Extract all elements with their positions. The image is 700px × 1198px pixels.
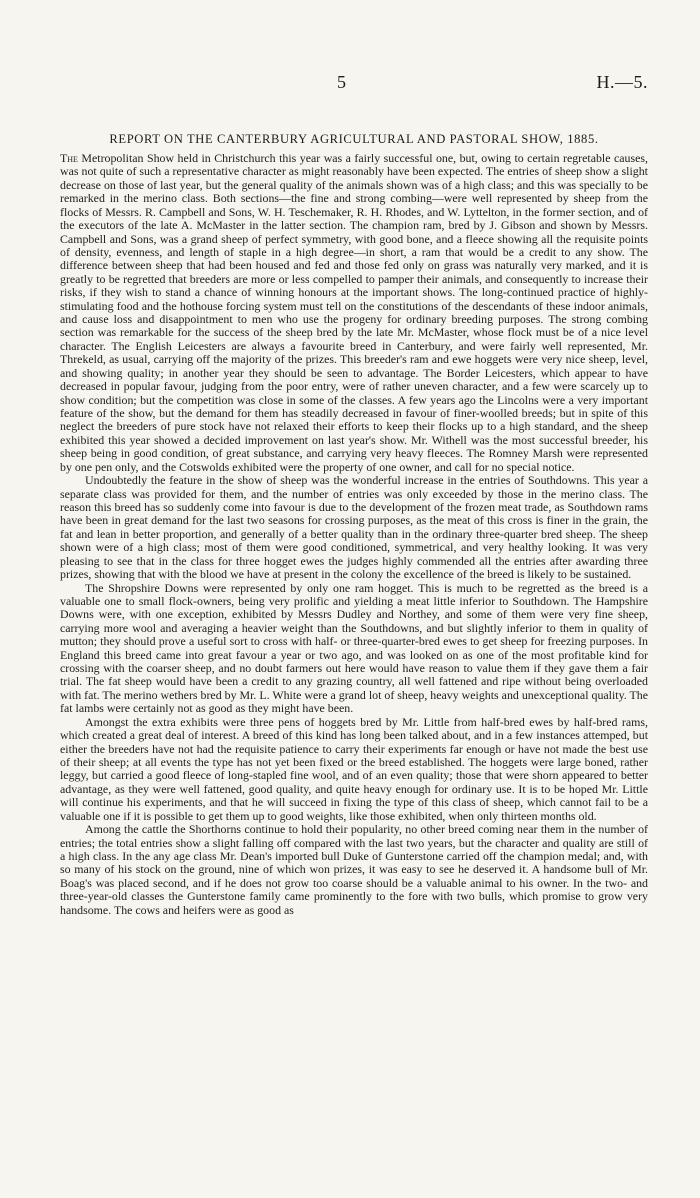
- series-reference: H.—5.: [596, 72, 648, 92]
- paragraph: The Shropshire Downs were represented by only one ram hogget. This is much to be regretted as the breed is a valuable one to small flock-owners, being very prolific and yielding a meat little inferior to Southdown. The Hampshire Downs were, with one exception, exhibited by Messrs Dudley and Northey, and some of them were very fine sheep, carrying more wool and averaging a heavier weight than the Southdowns, and but slightly inferior to them in quality of mutton; they should prove a useful sort to cross with half- or three-quarter-bred ewes to get sheep for freezing purposes. In England this breed came into great favour a year or two ago, and was looked on as one of the most profitable kind for crossing with the coarser sheep, and no doubt farmers out here would have reason to value them if they gave them a fair trial. The fat sheep would have been a credit to any grazing country, all well fattened and ripe without being overloaded with fat. The merino wethers bred by Mr. L. White were a grand lot of sheep, heavy weights and unexceptional quality. The fat lambs were certainly not as good as they might have been.: [60, 580, 648, 716]
- paragraph: [60, 152, 648, 474]
- report-body: [60, 152, 648, 917]
- paragraph-lead-word: The: [60, 151, 78, 165]
- page-header: [0, 72, 700, 96]
- paragraph: Undoubtedly the feature in the show of sheep was the wonderful increase in the entries of Southdowns. This year a separate class was provided for them, and the number of entries was only exceeded by those in the merino class. The reason this breed has so suddenly come into favour is due to the development of the frozen meat trade, as Southdown rams have been in great demand for the last two seasons for crossing purposes, as the meat of this cross is finer in the grain, the fat and lean in better proportion, and generally of a better quality than in the ordinary three-quarter bred sheep. The sheep shown were of a high class; most of them were good conditioned, symmetrical, and very healthy looking. It was very pleasing to see that in the class for three hogget ewes the judges highly commended all the entries after awarding three prizes, showing that with the blood we have at present in the colony the excellence of the breed is likely to be sustained.: [60, 473, 648, 582]
- paragraph: Amongst the extra exhibits were three pens of hoggets bred by Mr. Little from half-bred ewes by half-bred rams, which created a great deal of interest. A breed of this kind has long been talked about, and in a few instances attemped, but either the breeders have not had the requisite patience to carry their experiments far enough or have not made the best use of their sheep; at all events the type has not yet been fixed or the breed established. The hoggets were large boned, rather leggy, but carried a good fleece of long-stapled fine wool, and of an even quality; those that were shorn appeared to better advantage, as they were well fattened, good quality, and quite heavy enough for ordinary use. It is to be hoped Mr. Little will continue his experiments, and that he will succeed in fixing the type of this class of sheep, which cannot fail to be a valuable one if it is possible to get them up to good weights, like those exhibited, when only thirteen months old.: [60, 714, 648, 823]
- paragraph: Among the cattle the Shorthorns continue to hold their popularity, no other breed coming near them in the number of entries; the total entries show a slight falling off compared with the last two years, but the character and quality are still of a high class. In the any age class Mr. Dean's imported bull Duke of Gunterstone carried off the champion medal; and, with so many of his stock on the ground, nine of which won prizes, it was easy to see he deserved it. A handsome bull of Mr. Boag's was placed second, and if he does not grow too coarse should be a valuable animal to his owner. In the two- and three-year-old classes the Gunterstone family came prominently to the fore with two bulls, which promise to grow very handsome. The cows and heifers were as good as: [60, 822, 648, 917]
- paragraph-text: Metropolitan Show held in Christchurch this year was a fairly successful one, but, owing to certain regretable causes, was not quite of such a representative character as might reasonably have been expected. The entries of sheep show a slight decrease on those of last year, but the general quality of the animals shown was of a high class; and this was specially to be remarked in the merino class. Both sections—the fine and strong combing—were well represented by sheep from the flocks of Messrs. R. Campbell and Sons, W. H. Teschemaker, R. H. Rhodes, and W. Lyttelton, in the former section, and of the executors of the late A. McMaster in the latter section. The champion ram, bred by J. Gibson and shown by Messrs. Campbell and Sons, was a grand sheep of perfect symmetry, with good bone, and a fleece showing all the requisite points of density, evenness, and length of staple in a high degree—in short, a ram that would be a credit to any show. The difference between sheep that had been housed and fed and those fed only on grass was naturally very marked, and it is greatly to be regretted that breeders are more or less compelled to pamper their animals, and consequently to increase their risks, if they wish to stand a chance of winning honours at the important shows. The long-continued practice of highly-stimulating food and the hothouse forcing system must tell on the constitutions of the descendants of these indoor animals, and cause loss and disappointment to men who use the progeny for ordinary breeding purposes. The strong combing section was remarkable for the success of the sheep bred by the late Mr. McMaster, whose flock must be of a nice level character. The English Leicesters are always a favourite breed in Canterbury, and were fairly well represented, Mr. Threkeld, as usual, carrying off the majority of the prizes. This breeder's ram and ewe hoggets were very nice sheep, level, and showing quality; in another year they should be seen to advantage. The Border Leicesters, which appear to have decreased in popular favour, judging from the poor entry, were of rather uneven character, and a few were scarcely up to show condition; but the competition was close in some of the classes. A few years ago the Lincolns were a very important feature of the show, but the demand for them has steadily decreased in favour of finer-woolled breeds; but in spite of this neglect the breeders of pure stock have not relaxed their efforts to keep their flocks up to a high standard, and the sheep exhibited this year showed a decided improvement on last year's show. Mr. Withell was the most successful breeder, his sheep being in good condition, of great substance, and carrying very heavy fleeces. The Romney Marsh were represented by one pen only, and the Cotswolds exhibited were the property of one owner, and call for no special notice.: [60, 151, 648, 474]
- report-title: REPORT ON THE CANTERBURY AGRICULTURAL AND PASTORAL SHOW, 1885.: [109, 132, 599, 146]
- page-number: 5: [337, 72, 346, 92]
